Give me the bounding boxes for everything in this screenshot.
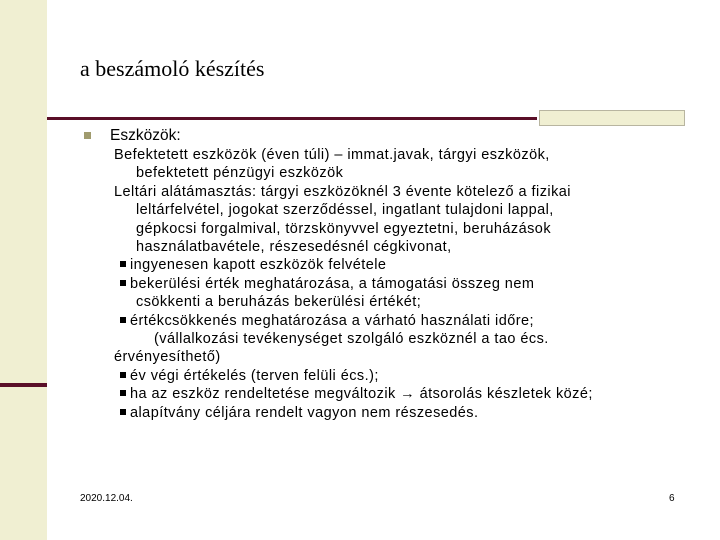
- list-item-text: értékcsökkenés meghatározása a várható használati időre;: [130, 312, 535, 329]
- bullet-item-eszkozok: [82, 126, 702, 146]
- slide-title: a beszámoló készítés: [80, 56, 265, 81]
- text-line: csökkenti a beruházás bekerülési értékét;: [136, 294, 422, 311]
- list-item-text: alapítvány céljára rendelt vagyon nem részesedés.: [130, 404, 479, 421]
- square-bullet-icon: [120, 317, 126, 323]
- sidebar-accent-bar: [0, 383, 47, 387]
- text-line: leltárfelvétel, jogokat szerződéssel, ingatlant tulajdoni lappal,: [136, 202, 554, 219]
- square-bullet-icon: [84, 132, 91, 139]
- text-line: érvényesíthető): [114, 349, 221, 366]
- text-line: gépkocsi forgalmival, törzskönyvvel egyeztetni, beruházások: [136, 220, 552, 237]
- text-line: Leltári alátámasztás: tárgyi eszközöknél 3 évente kötelező a fizikai: [114, 183, 571, 200]
- square-bullet-icon: [120, 280, 126, 286]
- list-item-text: bekerülési érték meghatározása, a támogatási összeg nem: [130, 275, 535, 292]
- list-item: [114, 385, 702, 403]
- title-rule: [47, 117, 537, 120]
- title-rule-box: [539, 110, 685, 126]
- list-item: [114, 256, 702, 274]
- slide-content: [82, 126, 702, 422]
- list-item-text: ha az eszköz rendeltetése megváltozik → átsorolás készletek közé;: [130, 386, 593, 403]
- square-bullet-icon: [120, 409, 126, 415]
- bullet-body: [114, 146, 702, 422]
- page-number: 6: [669, 493, 675, 504]
- text-line: (vállalkozási tevékenységet szolgáló eszköznél a tao écs.: [154, 331, 549, 348]
- square-bullet-icon: [120, 261, 126, 267]
- list-item: [114, 367, 702, 385]
- list-item: [114, 404, 702, 422]
- bullet-label: Eszközök:: [110, 127, 181, 144]
- square-bullet-icon: [120, 372, 126, 378]
- text-line: Befektetett eszközök (éven túli) – immat.javak, tárgyi eszközök,: [114, 147, 550, 163]
- list-item-text: év végi értékelés (terven felüli écs.);: [130, 367, 379, 384]
- footer-date: 2020.12.04.: [80, 493, 133, 504]
- text-line: befektetett pénzügyi eszközök: [136, 165, 344, 182]
- list-item: [114, 275, 702, 293]
- list-item-text: ingyenesen kapott eszközök felvétele: [130, 257, 387, 274]
- text-line: használatbavétele, részesedésnél cégkivonat,: [136, 239, 452, 256]
- left-sidebar: [0, 0, 47, 540]
- square-bullet-icon: [120, 390, 126, 396]
- list-item: [114, 312, 702, 330]
